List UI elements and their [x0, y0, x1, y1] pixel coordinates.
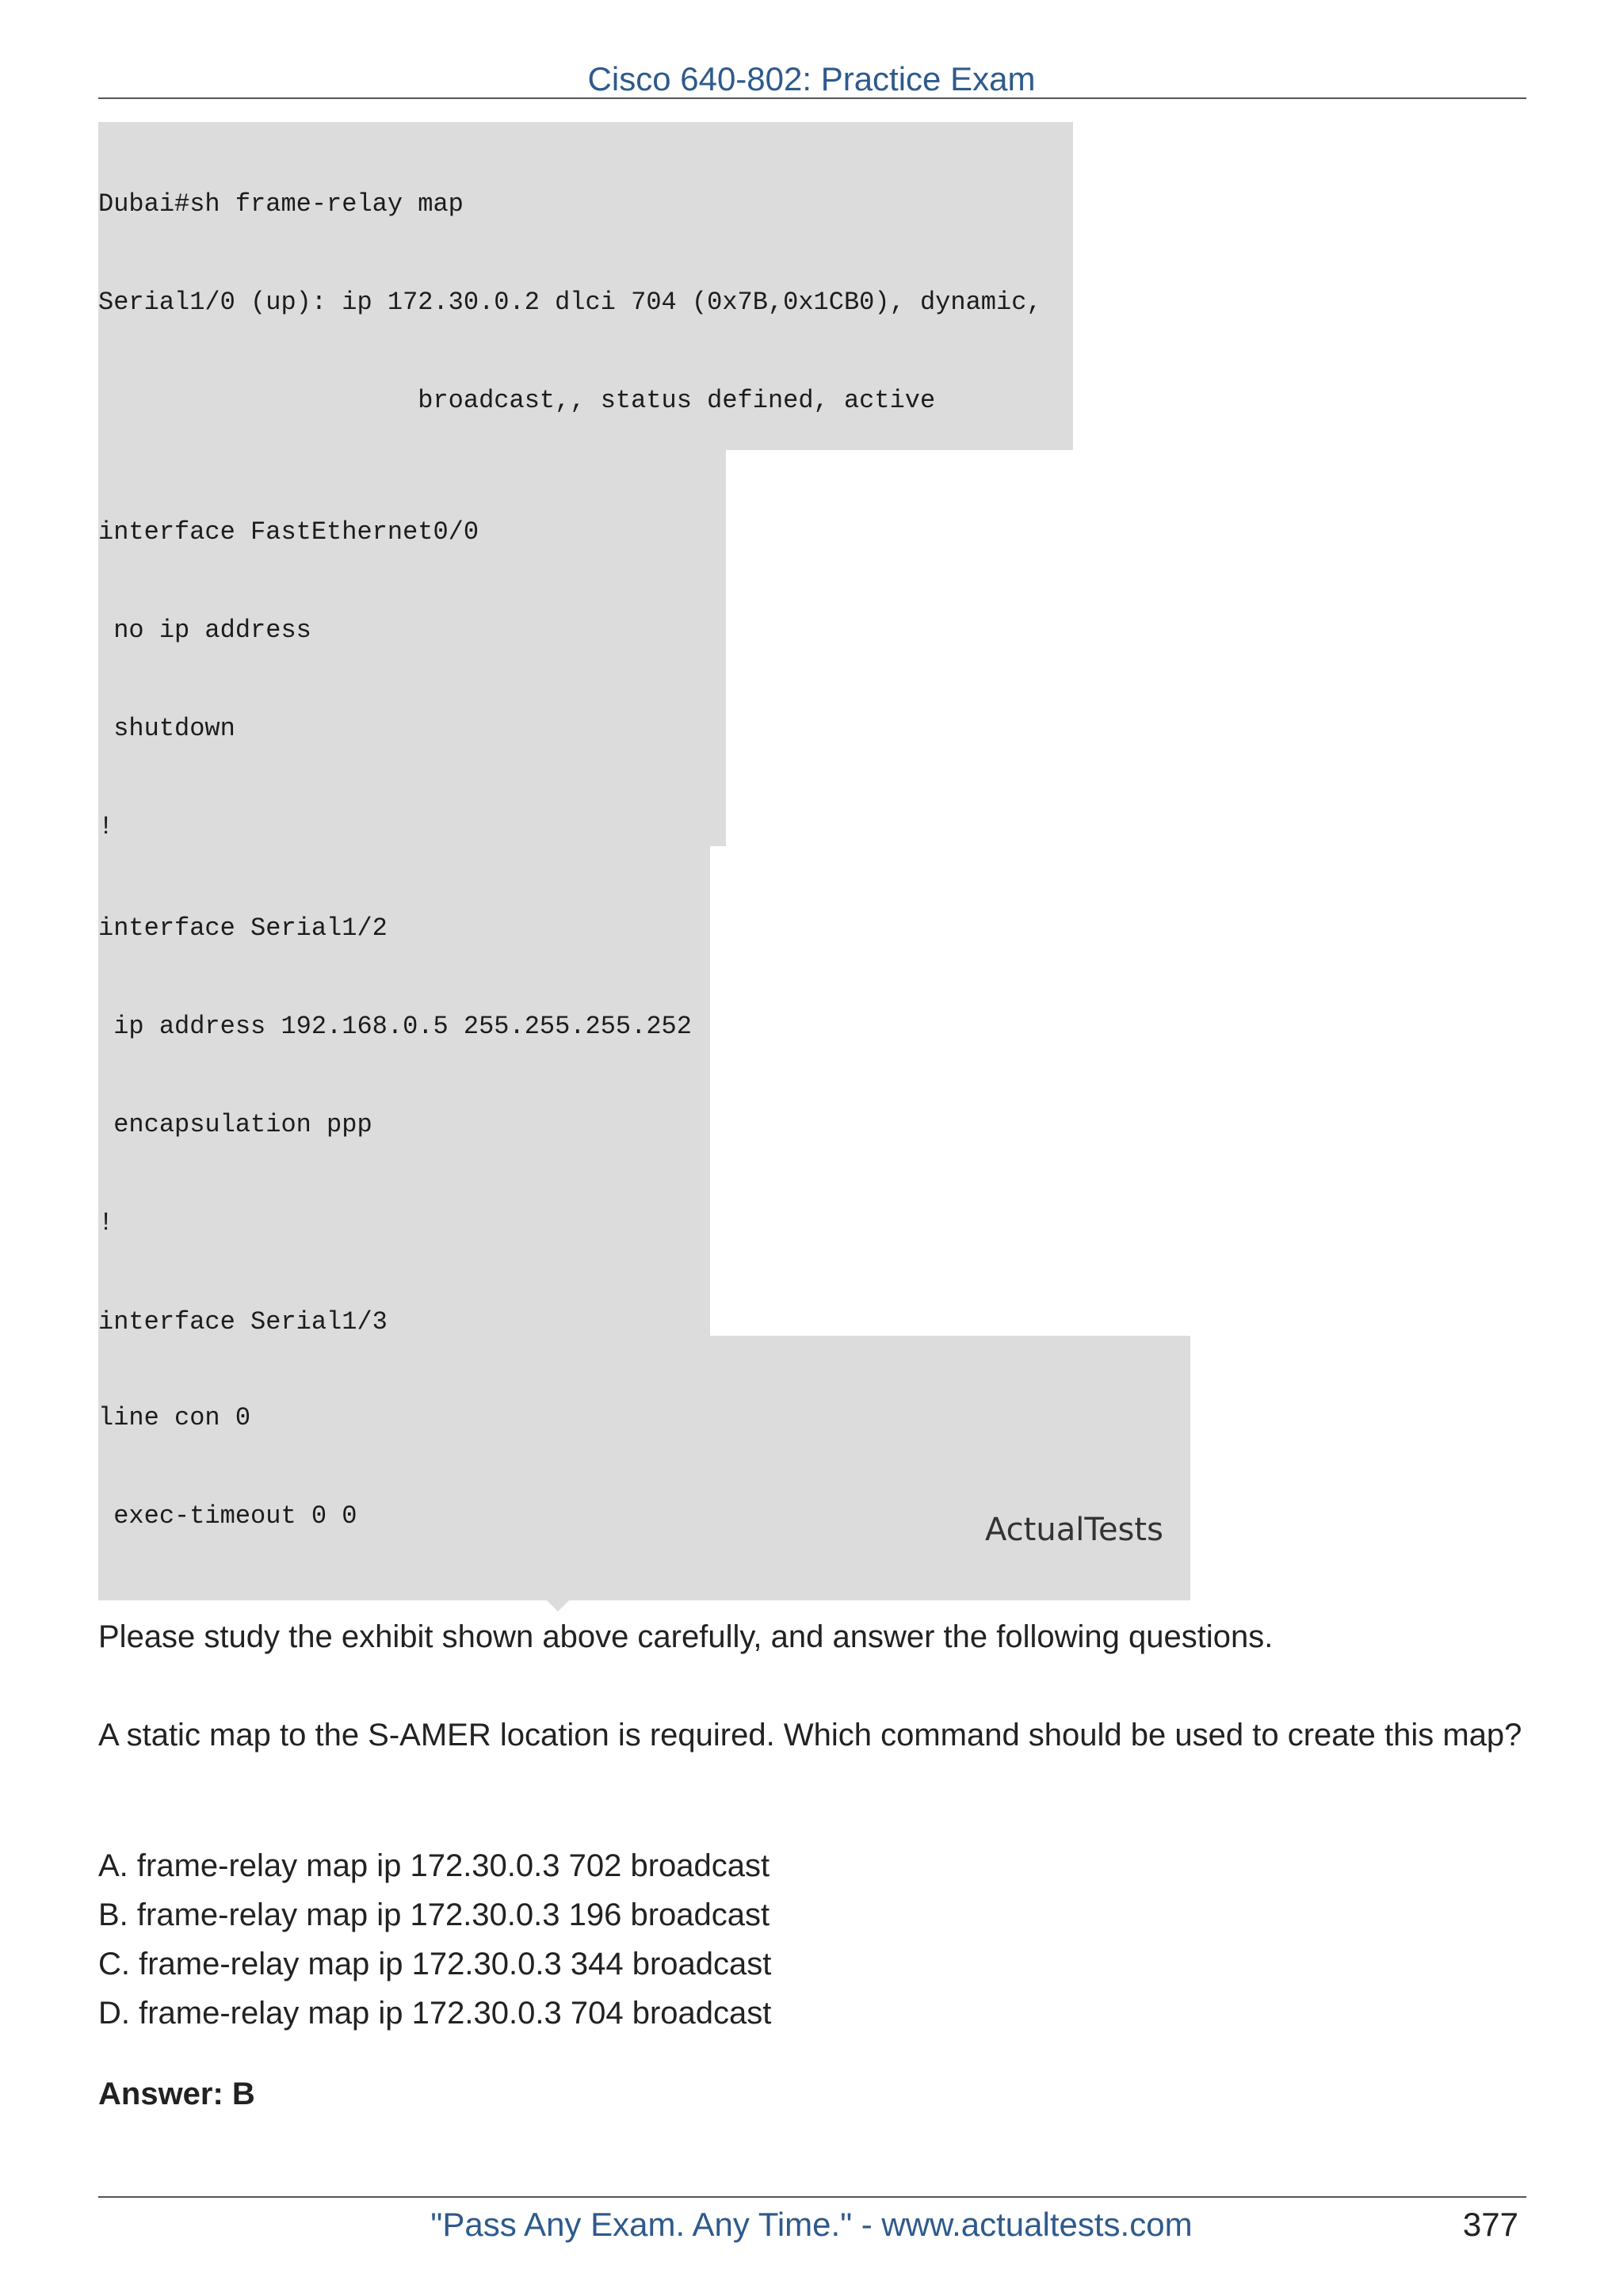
config-block-lines	[98, 1336, 1190, 1600]
config-line: !	[98, 812, 114, 842]
option-a: A. frame-relay map ip 172.30.0.3 702 broadcast	[98, 1848, 770, 1883]
config-line: encapsulation ppp	[98, 1110, 372, 1140]
config-block-interfaces	[98, 450, 726, 846]
option-c: C. frame-relay map ip 172.30.0.3 344 broadcast	[98, 1947, 772, 1981]
config-line: interface Serial1/3	[98, 1306, 388, 1336]
config-line: interface Serial1/2	[98, 913, 388, 943]
config-line: shutdown	[98, 714, 235, 744]
config-line: line con 0	[98, 1402, 251, 1432]
answer-options	[98, 1842, 1525, 2039]
option-b: B. frame-relay map ip 172.30.0.3 196 broadcast	[98, 1897, 770, 1932]
question-text: A static map to the S-AMER location is required. Which command should be used to create this map?	[98, 1718, 1522, 1753]
answer-text: Answer: B	[98, 2077, 255, 2111]
exhibit-notch	[547, 1600, 569, 1611]
config-line: exec-timeout 0 0	[98, 1501, 357, 1531]
footer-divider	[98, 2196, 1526, 2198]
terminal-line: broadcast,, status defined, active	[98, 386, 936, 416]
footer-slogan: "Pass Any Exam. Any Time." - www.actualtests.com	[430, 2206, 1193, 2243]
terminal-line: Serial1/0 (up): ip 172.30.0.2 dlci 704 (0x7B,0x1CB0), dynamic,	[98, 288, 1042, 318]
config-block-serial-rip	[98, 846, 710, 1336]
config-line: interface FastEthernet0/0	[98, 517, 479, 547]
page-number: 377	[1462, 2206, 1518, 2243]
header-divider	[98, 97, 1526, 99]
config-line: no ip address	[98, 616, 311, 646]
page-header-title: Cisco 640-802: Practice Exam	[587, 60, 1036, 97]
config-line	[98, 1598, 1190, 1600]
config-line: ip address 192.168.0.5 255.255.255.252	[98, 1012, 692, 1042]
option-d: D. frame-relay map ip 172.30.0.3 704 broadcast	[98, 1996, 772, 2031]
terminal-line: Dubai#sh frame-relay map	[98, 189, 464, 219]
instructions-text: Please study the exhibit shown above carefully, and answer the following questions.	[98, 1619, 1274, 1654]
frame-relay-map-output	[98, 122, 1073, 450]
watermark: ActualTests	[985, 1512, 1163, 1548]
config-line: !	[98, 1208, 114, 1238]
